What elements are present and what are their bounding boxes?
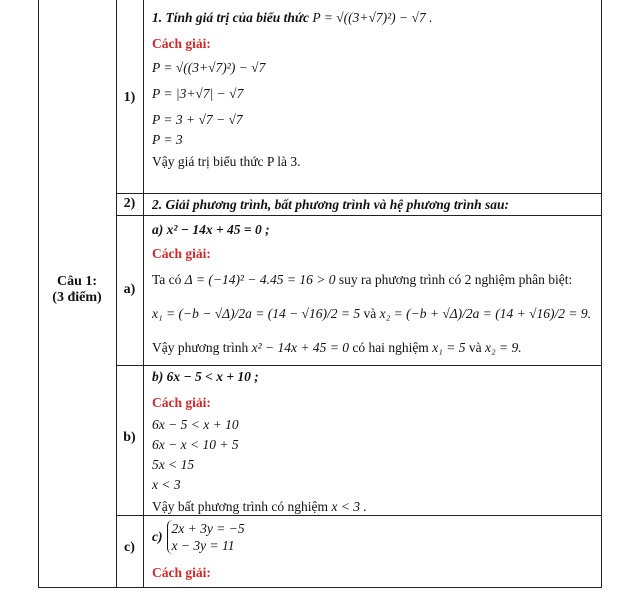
part-b-letter: b) [123, 430, 136, 445]
part-b-conclusion-row [152, 497, 367, 517]
part1-step-2: P = |3+√7| − √7 [152, 86, 244, 101]
table-border-bottom [38, 587, 602, 588]
part1-step-3: P = 3 + √7 − √7 [152, 112, 243, 127]
table-border-right [601, 0, 602, 588]
part-a-conclusion-eq: x² − 14x + 45 = 0 [251, 340, 349, 355]
row-divider-3 [116, 365, 602, 366]
part1-content [152, 8, 432, 172]
part-a-letter: a) [123, 282, 136, 297]
part1-method-label: Cách giải: [152, 36, 211, 51]
part2-number: 2) [123, 196, 136, 211]
question-label: Câu 1: [56, 274, 98, 289]
part-a-discriminant-suffix: suy ra phương trình có 2 nghiệm phân biệt: [338, 272, 573, 287]
part1-number: 1) [123, 90, 136, 105]
part-a-conclusion-x2: x₂ = 9. [484, 340, 522, 355]
part-c-equation-2: x − 3y = 11 [171, 538, 235, 553]
part-c-system-row [152, 517, 245, 557]
row-divider-2 [116, 215, 602, 216]
table-divider-2 [143, 0, 144, 588]
part-b-method-label: Cách giải: [152, 395, 211, 410]
part-a-method-label: Cách giải: [152, 246, 211, 261]
part1-heading-row [152, 8, 432, 28]
part1-heading: 1. Tính giá trị của biểu thức [152, 10, 309, 25]
part-a-conclusion-prefix: Vậy phương trình [152, 340, 249, 355]
solution-table [38, 0, 602, 588]
part1-conclusion: Vậy giá trị biểu thức P là 3. [152, 154, 301, 169]
part-a-conclusion-row [152, 338, 591, 358]
part-c-content [152, 517, 245, 583]
part-a-content [152, 220, 591, 358]
part-b-problem: b) 6x − 5 < x + 10 ; [152, 369, 259, 384]
part-a-conclusion-and: và [468, 340, 482, 355]
part-b-conclusion-value: x < 3 . [331, 499, 367, 514]
part-c-method-label: Cách giải: [152, 565, 211, 580]
part-b-step-1: 6x − 5 < x + 10 [152, 417, 239, 432]
question-points: (3 điểm) [52, 290, 102, 305]
part2-content [152, 195, 509, 215]
part-a-roots-row [152, 304, 591, 324]
part-b-content [152, 367, 367, 517]
part-b-conclusion-prefix: Vậy bất phương trình có nghiệm [152, 499, 329, 514]
part-b-step-3: 5x < 15 [152, 457, 195, 472]
part-a-discriminant-prefix: Ta có [152, 272, 182, 287]
part-a-problem: a) x² − 14x + 45 = 0 ; [152, 222, 270, 237]
part1-step-1: P = √((3+√7)²) − √7 [152, 60, 266, 75]
part-c-system [167, 520, 245, 554]
part-c-prefix: c) [152, 529, 163, 544]
part1-step-4: P = 3 [152, 132, 183, 147]
part-b-step-4: x < 3 [152, 477, 181, 492]
part-a-conclusion-mid: có hai nghiệm [352, 340, 429, 355]
part-a-discriminant-row [152, 270, 591, 290]
part-a-roots-conj: và [363, 306, 377, 321]
part-a-discriminant-expr: Δ = (−14)² − 4.45 = 16 > 0 [184, 272, 336, 287]
part-a-root-x2: x₂ = (−b + √Δ)/2a = (14 + √16)/2 = 9. [379, 306, 592, 321]
part-c-letter: c) [124, 540, 135, 555]
part-a-conclusion-x1: x₁ = 5 [432, 340, 466, 355]
row-divider-1 [116, 193, 602, 194]
part-b-step-2: 6x − x < 10 + 5 [152, 437, 239, 452]
part1-expression: P = √((3+√7)²) − √7 . [312, 10, 433, 25]
question-label-cell [38, 274, 116, 306]
part-a-root-x1: x₁ = (−b − √Δ)/2a = (14 − √16)/2 = 5 [152, 306, 361, 321]
part-c-equation-1: 2x + 3y = −5 [171, 521, 245, 536]
part2-heading: 2. Giải phương trình, bất phương trình và hệ phương trình sau: [152, 197, 509, 212]
